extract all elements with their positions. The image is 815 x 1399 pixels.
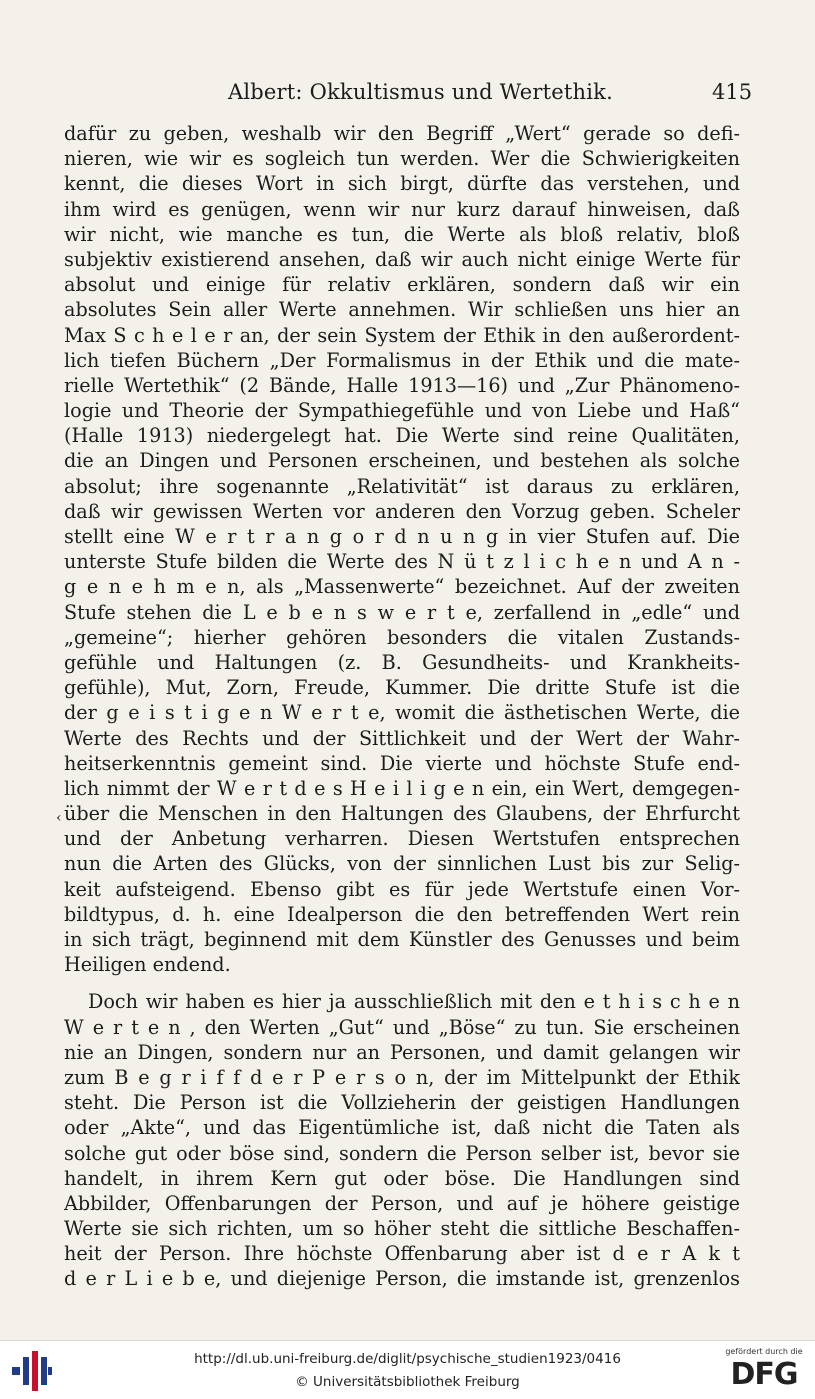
text-line: in sich trägt, beginnend mit dem Künstler des Genusses und beim bbox=[64, 928, 740, 951]
text-line: subjektiv existierend ansehen, daß wir auch nicht einige Werte für bbox=[64, 247, 740, 271]
paragraph-gap bbox=[64, 977, 740, 989]
margin-mark: ‹ bbox=[56, 810, 62, 826]
text-line: über die Menschen in den Haltungen des Glaubens, der Ehrfurcht bbox=[64, 802, 740, 826]
text-line: nieren, wie wir es sogleich tun werden. Wer die Schwierigkeiten bbox=[64, 147, 740, 171]
text-line: stellt eine W e r t r a n g o r d n u n g in vier Stufen auf. Die bbox=[64, 525, 740, 548]
text-line: absolut und einige für relativ erklären, sondern daß wir ein bbox=[64, 273, 740, 297]
text-line: g e n e h m e n, als „Massenwerte“ bezeichnet. Auf der zweiten bbox=[64, 575, 740, 599]
text-line: ihm wird es genügen, wenn wir nur kurz darauf hinweisen, daß bbox=[64, 197, 740, 221]
text-line: Doch wir haben es hier ja ausschließlich mit den e t h i s c h e n bbox=[88, 990, 740, 1014]
text-line: bildtypus, d. h. eine Idealperson die den betreffenden Wert rein bbox=[64, 902, 740, 926]
text-line: kennt, die dieses Wort in sich birgt, dürfte das verstehen, und bbox=[64, 172, 740, 196]
dfg-letters: DFG bbox=[730, 1357, 798, 1392]
text-line: zum B e g r i f f d e r P e r s o n, der im Mittelpunkt der Ethik bbox=[64, 1065, 740, 1089]
text-line: absolutes Sein aller Werte annehmen. Wir schließen uns hier an bbox=[64, 298, 740, 322]
text-line: Max S c h e l e r an, der sein System der Ethik in den außerordent- bbox=[64, 323, 740, 347]
text-line: unterste Stufe bilden die Werte des N ü t z l i c h e n und A n - bbox=[64, 550, 740, 574]
text-line: lich nimmt der W e r t d e s H e i l i g e n ein, ein Wert, demgegen- bbox=[64, 776, 740, 800]
text-line: handelt, in ihrem Kern gut oder böse. Die Handlungen sind bbox=[64, 1166, 740, 1190]
text-line: solche gut oder böse sind, sondern die Person selber ist, bevor sie bbox=[64, 1141, 740, 1165]
text-line: heitserkenntnis gemeint sind. Die vierte und höchste Stufe end- bbox=[64, 751, 740, 775]
text-line: Stufe stehen die L e b e n s w e r t e, zerfallend in „edle“ und bbox=[64, 600, 740, 624]
dfg-logo bbox=[720, 1347, 808, 1395]
text-line: keit aufsteigend. Ebenso gibt es für jede Wertstufe einen Vor- bbox=[64, 877, 740, 901]
text-line: daß wir gewissen Werten vor anderen den Vorzug geben. Scheler bbox=[64, 499, 740, 523]
text-line: „gemeine“; hierher gehören besonders die vitalen Zustands- bbox=[64, 625, 740, 649]
text-line: Abbilder, Offenbarungen der Person, und auf je höhere geistige bbox=[64, 1191, 740, 1215]
text-line: gefühle und Haltungen (z. B. Gesundheits- und Krankheits- bbox=[64, 650, 740, 674]
text-line: nie an Dingen, sondern nur an Personen, und damit gelangen wir bbox=[64, 1040, 740, 1064]
text-line: Werte sie sich richten, um so höher steht die sittliche Beschaffen- bbox=[64, 1217, 740, 1241]
page-header bbox=[0, 80, 815, 110]
running-title: Albert: Okkultismus und Wertethik. bbox=[228, 80, 613, 104]
page-number: 415 bbox=[712, 80, 753, 104]
text-line: heit der Person. Ihre höchste Offenbarung aber ist d e r A k t bbox=[64, 1242, 740, 1266]
text-line: W e r t e n , den Werten „Gut“ und „Böse“ zu tun. Sie erscheinen bbox=[64, 1015, 740, 1039]
text-line: gefühle), Mut, Zorn, Freude, Kummer. Die dritte Stufe ist die bbox=[64, 676, 740, 700]
text-line: Heiligen endend. bbox=[64, 953, 231, 977]
permalink[interactable]: http://dl.ub.uni-freiburg.de/diglit/psychische_studien1923/0416 bbox=[194, 1351, 621, 1367]
text-line: Werte des Rechts und der Sittlichkeit und der Wert der Wahr- bbox=[64, 726, 740, 750]
copyright-notice: © Universitätsbibliothek Freiburg bbox=[295, 1374, 520, 1390]
text-line: steht. Die Person ist die Vollzieherin der geistigen Handlungen bbox=[64, 1091, 740, 1115]
body-text bbox=[64, 121, 740, 1292]
text-line: rielle Wertethik“ (2 Bände, Halle 1913—16) und „Zur Phänomeno- bbox=[64, 373, 740, 397]
text-line: nun die Arten des Glücks, von der sinnlichen Lust bis zur Selig- bbox=[64, 852, 740, 876]
dfg-caption: gefördert durch die bbox=[725, 1347, 803, 1356]
viewer-footer bbox=[0, 1340, 815, 1399]
text-line: wir nicht, wie manche es tun, die Werte als bloß relativ, bloß bbox=[64, 222, 740, 246]
text-line: logie und Theorie der Sympathiegefühle und von Liebe und Haß“ bbox=[64, 399, 740, 423]
text-line: der g e i s t i g e n W e r t e, womit die ästhetischen Werte, die bbox=[64, 701, 740, 725]
text-line: d e r L i e b e, und diejenige Person, die imstande ist, grenzenlos bbox=[64, 1267, 740, 1291]
text-line: dafür zu geben, weshalb wir den Begriff „Wert“ gerade so defi- bbox=[64, 122, 740, 145]
text-line: und der Anbetung verharren. Diesen Wertstufen entsprechen bbox=[64, 827, 740, 851]
text-line: oder „Akte“, und das Eigentümliche ist, daß nicht die Taten als bbox=[64, 1116, 740, 1140]
text-line: die an Dingen und Personen erscheinen, und bestehen als solche bbox=[64, 449, 740, 473]
text-line: absolut; ihre sogenannte „Relativität“ ist daraus zu erklären, bbox=[64, 474, 740, 498]
text-line: (Halle 1913) niedergelegt hat. Die Werte sind reine Qualitäten, bbox=[64, 424, 740, 448]
text-line: lich tiefen Büchern „Der Formalismus in der Ethik und die mate- bbox=[64, 348, 740, 372]
